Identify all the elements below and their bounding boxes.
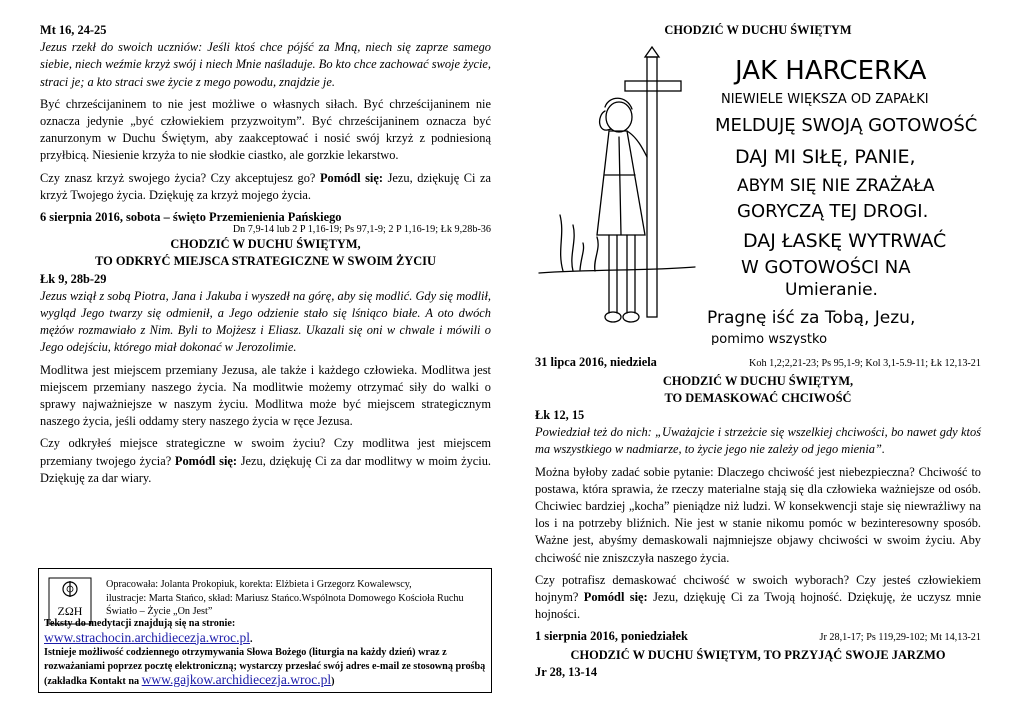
scripture-quote: Jezus rzekł do swoich uczniów: Jeśli ktoś chce pójść za Mną, niech się zaprze samego siebie, niech weźmie krzyż swój i niech Mnie naśladuje. Bo kto chce zachować swoje życie, straci je; a kto straci swe życie z mego powodu, znajdzie je.: [40, 40, 491, 89]
gajkow-link[interactable]: www.gajkow.archidiecezja.wroc.pl: [141, 672, 332, 687]
scripture-ref-2: Jr 28, 13-14: [535, 664, 598, 679]
pray-label: Pomódl się:: [319, 170, 384, 185]
date-heading: 6 sierpnia 2016, sobota – święto Przemienienia Pańskiego: [40, 210, 342, 225]
drawing-line: pomimo wszystko: [711, 332, 828, 346]
info-text: Teksty do medytacji znajdują się na stronie: www.strachocin.archidiecezja.wroc.pl. Istnieje możliwość codziennego otrzymywania Słowa Bożego (liturgia na każdy dzień) wraz z rozważaniami poprzez pocztę elektroniczną; wystarczy przesłać swój adres e-mail ze stosowną prośbą (zakładka Kontakt na www.gajkow.archidiecezja.wroc.pl): [44, 618, 486, 687]
right-column: [535, 22, 981, 681]
credits-line-2: ilustracje: Marta Stańco, skład: Mariusz Stańco.Wspólnota Domowego Kościoła Ruchu Światło – Życie „On Jest”: [106, 592, 464, 617]
strachocin-link[interactable]: www.strachocin.archidiecezja.wroc.pl: [44, 629, 251, 645]
prayer-paragraph: Czy znasz krzyż swojego życia? Czy akceptujesz go? Pomódl się: Jezu, dziękuję Ci za krzyż Twojego życia. Dziękuję za krzyż mojego życia.: [40, 170, 491, 202]
drawing-line: ABYM SIĘ NIE ZRAŻAŁA: [737, 176, 935, 197]
date-heading-2: 1 sierpnia 2016, poniedziałek: [535, 629, 688, 644]
meditation-paragraph-2: Modlitwa jest miejscem przemiany Jezusa, ale także i każdego człowieka. Modlitwa jest miejscem przemiany naszego życia. Na modlitwie możemy otrzymać siły do walki o sprawy najważniejsze w naszym życiu. Modlitwa może być miejscem strategicznym naszego życia, jeśli oddamy stery naszego życia w ręce Jezusa.: [40, 362, 491, 429]
section-title-3: CHODZIĆ W DUCHU ŚWIĘTYM, TO PRZYJĄĆ SWOJE JARZMO: [570, 647, 946, 662]
drawing-line: Pragnę iść za Tobą, Jezu,: [707, 308, 916, 329]
info-box: [38, 568, 492, 693]
readings-refs: Koh 1,2;2,21-23; Ps 95,1-9; Kol 3,1-5.9-11; Łk 12,13-21: [749, 358, 981, 370]
prayer-paragraph: Czy potrafisz demaskować chciwość w swoich wyborach? Czy jesteś człowiekiem hojnym? Pomódl się: Jezu, dziękuję Ci za Twoją hojność. Dziękuję, że uczysz mnie hojności.: [535, 572, 981, 622]
drawing-line: Umieranie.: [785, 280, 878, 301]
drawing-line: JAK HARCERKA: [735, 56, 927, 87]
pray-label-2: Pomódl się:: [174, 453, 238, 468]
section-title: CHODZIĆ W DUCHU ŚWIĘTYM,: [662, 373, 854, 388]
section-title: CHODZIĆ W DUCHU ŚWIĘTYM,: [170, 237, 361, 252]
readings-refs-2: Jr 28,1-17; Ps 119,29-102; Mt 14,13-21: [819, 632, 981, 644]
date-row: [535, 354, 981, 372]
subscription-info: Istnieje możliwość codziennego otrzymywania Słowa Bożego (liturgia na każdy dzień) wraz z rozważaniami poprzez pocztę elektroniczną; wystarczy przesłać swój adres e-mail ze stosowną prośbą (zakładka Kontakt na www.gajkow.archidiecezja.wroc.pl): [44, 647, 486, 687]
drawing-line: NIEWIELE WIĘKSZA OD ZAPAŁKI: [721, 92, 929, 108]
scripture-ref-2: Łk 9, 28b-29: [40, 271, 107, 286]
drawing-line: MELDUJĘ SWOJĄ GOTOWOŚĆ: [715, 115, 978, 137]
date-row-2: [535, 628, 981, 646]
scripture-ref: Łk 12, 15: [535, 408, 585, 423]
date-heading: 31 lipca 2016, niedziela: [535, 355, 657, 370]
section-title-2: TO DEMASKOWAĆ CHCIWOŚĆ: [664, 390, 852, 405]
left-column: [40, 22, 491, 492]
meditation-paragraph: Być chrześcijaninem to nie jest możliwe o własnych siłach. Być chrześcijaninem nie oznacza jedynie „być człowiekiem przyzwoitym”. Być chrześcijaninem oznacza być zanurzonym w Duchu Świętym, aby zaakceptować i nosić swój krzyż z podniesioną przyłbicą. Niesienie krzyża to nie słodkie ciastko, ale gorzkie lekarstwo.: [40, 96, 491, 163]
page-header: CHODZIĆ W DUCHU ŚWIĘTYM: [664, 23, 852, 37]
readings-refs: Dn 7,9-14 lub 2 P 1,16-19; Ps 97,1-9; 2 P 1,16-19; Łk 9,28b-36: [232, 224, 491, 236]
meditation-paragraph: Można byłoby zadać sobie pytanie: Dlaczego chciwość jest niebezpieczna? Chciwość to postawa, która sprawia, że rzeczy materialne stają się dla człowieka ważniejsze od osób. Chciwiec bardziej „kocha” pieniądze niż ludzi. W konsekwencji staje się niewrażliwy na los i na potrzeby bliźnich. Nie jest w stanie nikomu pomóc w bezinteresowny sposób. Ważne jest, abyśmy demaskowali najmniejsze objawy chciwości w swoim życiu. Aby chciwość nie zniszczyła naszego życia.: [535, 464, 981, 565]
scripture-ref: Mt 16, 24-25: [40, 23, 107, 37]
drawing-line: DAJ ŁASKĘ WYTRWAĆ: [743, 230, 947, 253]
svg-text:ΖΩΗ: ΖΩΗ: [57, 604, 83, 618]
girl-with-cross-illustration: [535, 45, 981, 345]
scripture-quote: Powiedział też do nich: „Uważajcie i strzeżcie się wszelkiej chciwości, bo nawet gdy ktoś ma wszystkiego w nadmiarze, to życie jego nie zależy od jego mienia”.: [535, 425, 981, 457]
credits: [106, 578, 486, 619]
prayer-paragraph-2: Czy odkryłeś miejsce strategiczne w swoim życiu? Czy modlitwa jest miejscem przemiany twojego życia? Pomódl się: Jezu, dziękuję Ci za dar modlitwy w moim życiu. Dziękuję za dar wiary.: [40, 436, 492, 485]
scripture-quote-2: Jezus wziął z sobą Piotra, Jana i Jakuba i wyszedł na górę, aby się modlić. Gdy się modlił, wygląd Jego twarzy się odmienił, a Jego odzienie stało się lśniąco białe. A oto dwóch mężów rozmawiało z Nim. Byli to Mojżesz i Eliasz. Ukazali się oni w chwale i mówili o Jego odejściu, którego miał dokonać w Jerozolimie.: [40, 288, 491, 355]
credits-line-1: Opracowała: Jolanta Prokopiuk, korekta: Elżbieta i Grzegorz Kowalewscy,: [106, 579, 412, 590]
drawing-line: DAJ MI SIŁĘ, PANIE,: [735, 146, 916, 169]
texts-label: Teksty do medytacji znajdują się na stronie:: [44, 618, 236, 629]
pray-label: Pomódl się:: [583, 590, 648, 605]
section-title-2: TO ODKRYĆ MIEJSCA STRATEGICZNE W SWOIM ŻYCIU: [95, 254, 436, 269]
girl-with-cross-icon: [539, 47, 695, 322]
drawing-line: GORYCZĄ TEJ DROGI.: [737, 201, 929, 223]
drawing-line: W GOTOWOŚCI NA: [741, 257, 911, 279]
